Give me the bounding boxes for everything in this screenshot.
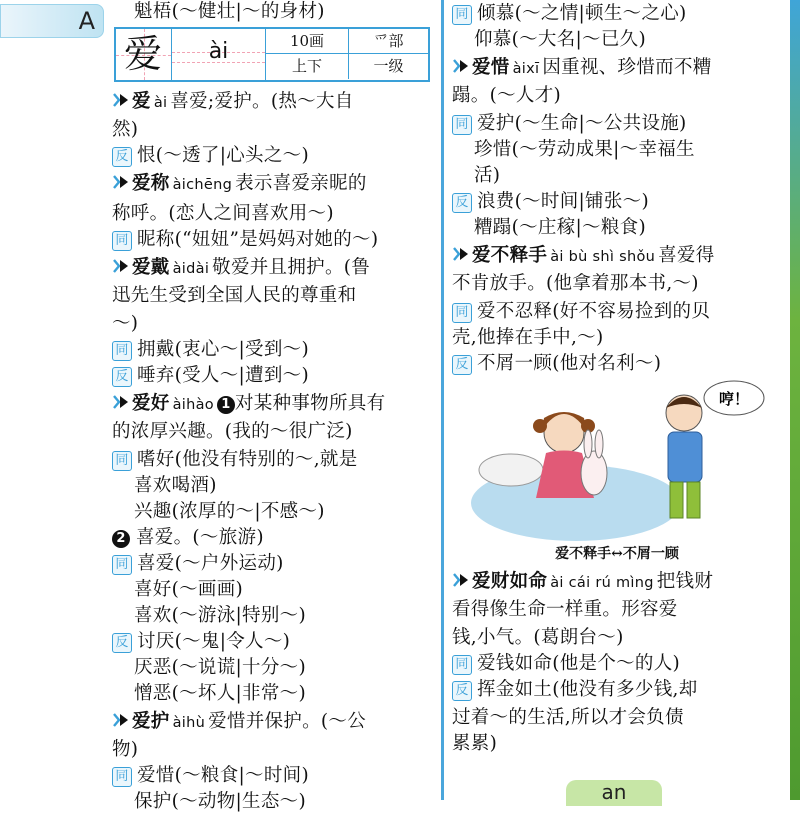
structure: 上下	[266, 54, 349, 79]
entry-line	[452, 732, 497, 756]
headword: 爱护	[132, 711, 170, 732]
headword-pinyin: àichēng	[172, 177, 233, 193]
index-tab-a	[0, 4, 104, 38]
bunny-toy	[581, 451, 607, 495]
entry-text: 喜爱(～户外运动)	[137, 553, 284, 574]
synonym-marker: 同	[452, 115, 472, 135]
entry-text: 对某种事物所具有	[234, 393, 386, 414]
entry-arrow-icon	[452, 571, 470, 589]
synonym-marker: 同	[112, 767, 132, 787]
column-divider	[441, 0, 444, 800]
entry-line	[112, 630, 290, 654]
speech-text: 哼！	[718, 390, 750, 408]
entry-line	[452, 2, 687, 26]
entry-line	[134, 500, 325, 524]
boy-shirt	[668, 432, 702, 482]
synonym-marker: 同	[452, 303, 472, 323]
tab-letter: A	[78, 7, 95, 35]
entry-line	[112, 202, 334, 226]
entry-text: 爱不忍释(好不容易捡到的贝	[477, 301, 711, 322]
synonym-marker: 同	[112, 231, 132, 251]
sense-number: 1	[217, 396, 235, 414]
entry-line	[134, 578, 243, 602]
entry-arrow-icon	[452, 57, 470, 75]
entry-text: 活)	[474, 165, 501, 186]
entry-arrow-icon	[452, 245, 470, 263]
entry-text: 嗜好(他没有特别的～,就是	[137, 449, 358, 470]
entry-text: 把钱财	[656, 571, 714, 592]
entry-line	[112, 552, 284, 576]
character-card	[114, 27, 430, 82]
entry-line	[452, 244, 715, 269]
page-edge-strip	[790, 0, 800, 800]
synonym-marker: 同	[452, 5, 472, 25]
entry-line	[112, 284, 356, 308]
entry-text: 因重视、珍惜而不糟	[542, 57, 712, 78]
entry-line	[112, 526, 264, 550]
entry-text: 喜欢(～游泳|特别～)	[134, 605, 306, 626]
headword-pinyin: ài bù shì shǒu	[550, 249, 656, 265]
entry-text: 过着～的生活,所以才会负债	[452, 707, 684, 728]
entry-arrow-icon	[112, 173, 130, 191]
entry-text: 倾慕(～之情|顿生～之心)	[477, 3, 687, 24]
entry-text: 憎恶(～坏人|非常～)	[134, 683, 306, 704]
entry-line	[112, 338, 309, 362]
entry-line	[112, 256, 370, 281]
headword: 爱	[132, 91, 151, 112]
headword-pinyin: àihù	[172, 715, 206, 731]
entry-line	[134, 604, 306, 628]
entry-text: 迅先生受到全国人民的尊重和	[112, 285, 357, 306]
entry-line	[452, 272, 699, 296]
entry-text: 浪费(～时间|铺张～)	[477, 191, 649, 212]
entry-text: 物)	[112, 739, 139, 760]
entry-text: 仰慕(～大名|～已久)	[474, 29, 646, 50]
entry-line	[112, 392, 385, 417]
entry-line	[474, 138, 695, 162]
entry-line	[112, 364, 309, 388]
antonym-marker: 反	[112, 633, 132, 653]
headword: 爱戴	[132, 257, 170, 278]
entry-text: 表示喜爱亲昵的	[235, 173, 367, 194]
entry-arrow-icon	[112, 393, 130, 411]
illustration-caption: 爱不释手↔不屑一顾	[555, 546, 679, 562]
entry-text: 钱,小气。(葛朗台～)	[452, 627, 624, 648]
entry-text: 喜爱得	[658, 245, 715, 266]
synonym-marker: 同	[112, 555, 132, 575]
synonym-marker: 同	[112, 451, 132, 471]
entry-text: 看得像生命一样重。形容爱	[452, 599, 678, 620]
radical: 爫部	[349, 29, 428, 54]
entry-line	[474, 28, 646, 52]
headword-pinyin: ài	[153, 95, 168, 111]
entry-line	[112, 312, 138, 336]
pillow-shape	[479, 454, 543, 486]
synonym-marker: 同	[452, 655, 472, 675]
antonym-marker: 反	[112, 367, 132, 387]
headword: 爱惜	[472, 57, 510, 78]
entry-text: 保护(～动物|生态～)	[134, 791, 306, 812]
entry-line	[134, 790, 306, 814]
sense-number: 2	[112, 530, 130, 548]
entry-text: 喜好(～画画)	[134, 579, 244, 600]
entry-line	[134, 0, 325, 24]
entry-text: 兴趣(浓厚的～|不感～)	[134, 501, 325, 522]
entry-text: 称呼。(恋人之间喜欢用～)	[112, 203, 334, 224]
entry-text: 昵称(“妞妞”是妈妈对她的～)	[137, 229, 379, 250]
section-tab-an: an	[566, 780, 662, 806]
entry-line	[452, 300, 710, 324]
entry-line	[112, 90, 354, 115]
entry-text: 挥金如土(他没有多少钱,却	[477, 679, 698, 700]
kids-illustration	[466, 378, 776, 563]
entry-line	[112, 420, 353, 444]
entry-line	[452, 112, 687, 136]
entry-text: 爱护(～生命|～公共设施)	[477, 113, 687, 134]
headword: 爱不释手	[472, 245, 548, 266]
entry-line	[134, 656, 306, 680]
entry-text: 敬爱并且拥护。(鲁	[212, 257, 371, 278]
entry-text: 珍惜(～劳动成果|～幸福生	[474, 139, 695, 160]
entry-line	[452, 570, 713, 595]
entry-line	[452, 84, 561, 108]
entry-line	[112, 710, 366, 735]
entry-line	[452, 652, 680, 676]
pinyin-grid	[172, 29, 266, 80]
entry-text: 蹋。(～人才)	[452, 85, 562, 106]
entry-line	[452, 56, 712, 81]
stroke-count: 10画	[266, 29, 349, 54]
headword: 爱财如命	[472, 571, 548, 592]
entry-line	[452, 326, 603, 350]
entry-text: 唾弃(受人～|遭到～)	[137, 365, 309, 386]
entry-line	[112, 448, 358, 472]
entry-text: 拥戴(衷心～|受到～)	[137, 339, 309, 360]
entry-line	[474, 216, 646, 240]
entry-text: 厌恶(～说谎|十分～)	[134, 657, 306, 678]
entry-text: 魁梧(～健壮|～的身材)	[134, 1, 325, 22]
entry-line	[112, 172, 367, 197]
entry-text: 喜爱。(～旅游)	[136, 527, 264, 548]
headword-pinyin: àidài	[172, 261, 210, 277]
synonym-marker: 同	[112, 341, 132, 361]
antonym-marker: 反	[452, 355, 472, 375]
entry-text: 不屑一顾(他对名利～)	[477, 353, 662, 374]
entry-line	[134, 474, 217, 498]
entry-line	[112, 118, 138, 142]
entry-text: 不肯放手。(他拿着那本书,～)	[452, 273, 699, 294]
headword: 爱好	[132, 393, 170, 414]
headword: 爱称	[132, 173, 170, 194]
entry-arrow-icon	[112, 91, 130, 109]
entry-text: 爱惜(～粮食|～时间)	[137, 765, 309, 786]
entry-arrow-icon	[112, 711, 130, 729]
entry-text: 喜欢喝酒)	[134, 475, 217, 496]
entry-text: 的浓厚兴趣。(我的～很广泛)	[112, 421, 353, 442]
entry-line	[452, 626, 624, 650]
entry-text: 糟蹋(～庄稼|～粮食)	[474, 217, 646, 238]
entry-line	[452, 190, 649, 214]
character-glyph: 爱	[123, 32, 162, 76]
entry-line	[452, 598, 678, 622]
entry-text: ～)	[112, 313, 139, 334]
antonym-marker: 反	[112, 147, 132, 167]
entry-text: 爱惜并保护。(～公	[208, 711, 367, 732]
entry-text: 壳,他捧在手中,～)	[452, 327, 604, 348]
entry-arrow-icon	[112, 257, 130, 275]
antonym-marker: 反	[452, 193, 472, 213]
entry-line	[112, 738, 138, 762]
entry-line	[452, 706, 684, 730]
headword-pinyin: ài cái rú mìng	[550, 575, 654, 591]
entry-text: 讨厌(～鬼|令人～)	[137, 631, 291, 652]
entry-line	[474, 164, 500, 188]
headword-pinyin: àihào	[172, 397, 214, 413]
entry-text: 喜爱;爱护。(热～大自	[170, 91, 354, 112]
headword-pinyin: àixī	[512, 61, 540, 77]
entry-line	[134, 682, 306, 706]
antonym-marker: 反	[452, 681, 472, 701]
character-grid	[116, 29, 172, 80]
entry-line	[452, 678, 698, 702]
entry-text: 恨(～透了|心头之～)	[137, 145, 309, 166]
entry-line	[112, 144, 309, 168]
character-pinyin: ài	[208, 39, 229, 64]
entry-text: 爱钱如命(他是个～的人)	[477, 653, 681, 674]
entry-line	[452, 352, 661, 376]
entry-line	[112, 228, 378, 252]
level: 一级	[373, 57, 404, 75]
entry-text: 累累)	[452, 733, 498, 754]
entry-line	[112, 764, 309, 788]
entry-text: 然)	[112, 119, 139, 140]
